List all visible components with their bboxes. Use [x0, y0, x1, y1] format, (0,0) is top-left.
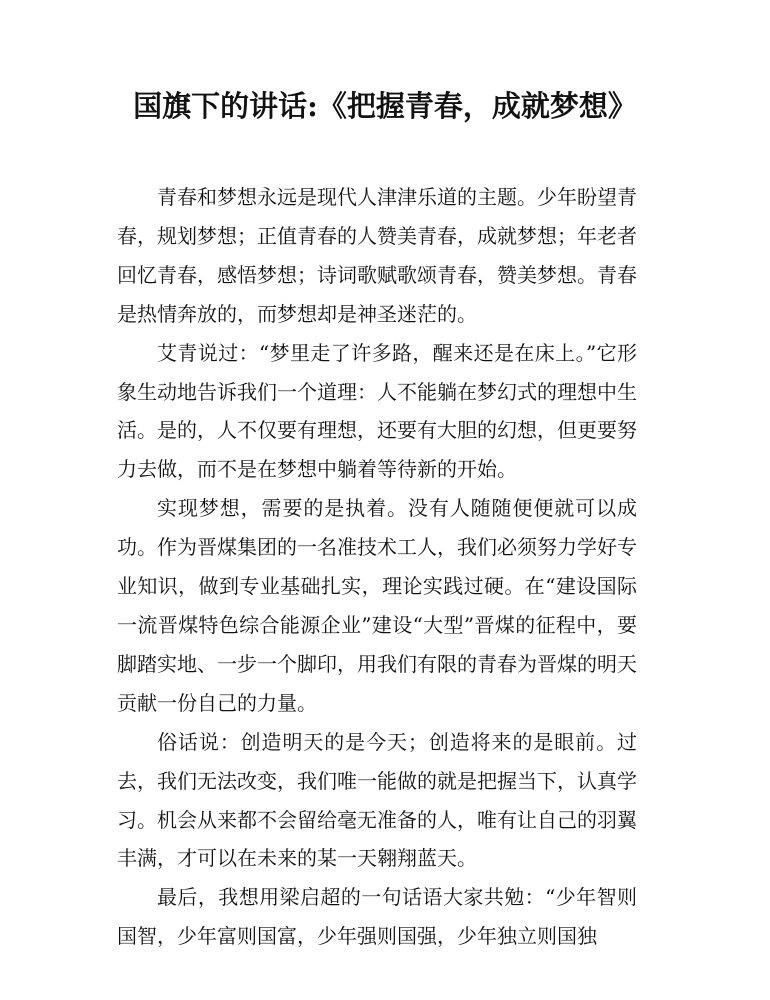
- paragraph: 青春和梦想永远是现代人津津乐道的主题。少年盼望青春，规划梦想；正值青春的人赞美青春，成就梦想；年老者回忆青春，感悟梦想；诗词歌赋歌颂青春，赞美梦想。青春是热情奔放的，而梦想却是神圣迷茫的。: [117, 185, 637, 326]
- paragraph: 最后，我想用梁启超的一句话语大家共勉：“少年智则国智，少年富则国富，少年强则国强，少年独立则国独: [117, 885, 637, 949]
- paragraph: 实现梦想，需要的是执着。没有人随随便便就可以成功。作为晋煤集团的一名准技术工人，我们必须努力学好专业知识，做到专业基础扎实，理论实践过硬。在“建设国际一流晋煤特色综合能源企业”建设“大型”晋煤的征程中，要脚踏实地、一步一个脚印，用我们有限的青春为晋煤的明天贡献一份自己的力量。: [117, 496, 637, 715]
- document-title: 国旗下的讲话:《把握青春，成就梦想》: [133, 89, 637, 123]
- paragraph: 俗话说：创造明天的是今天；创造将来的是眼前。过去，我们无法改变，我们唯一能做的就是把握当下，认真学习。机会从来都不会留给毫无准备的人，唯有让自己的羽翼丰满，才可以在未来的某一天翱翔蓝天。: [117, 729, 637, 871]
- paragraph: 艾青说过：“梦里走了许多路，醒来还是在床上。”它形象生动地告诉我们一个道理：人不能躺在梦幻式的理想中生活。是的，人不仅要有理想，还要有大胆的幻想，但更要努力去做，而不是在梦想中躺着等待新的开始。: [117, 340, 637, 482]
- document-body: [117, 178, 637, 956]
